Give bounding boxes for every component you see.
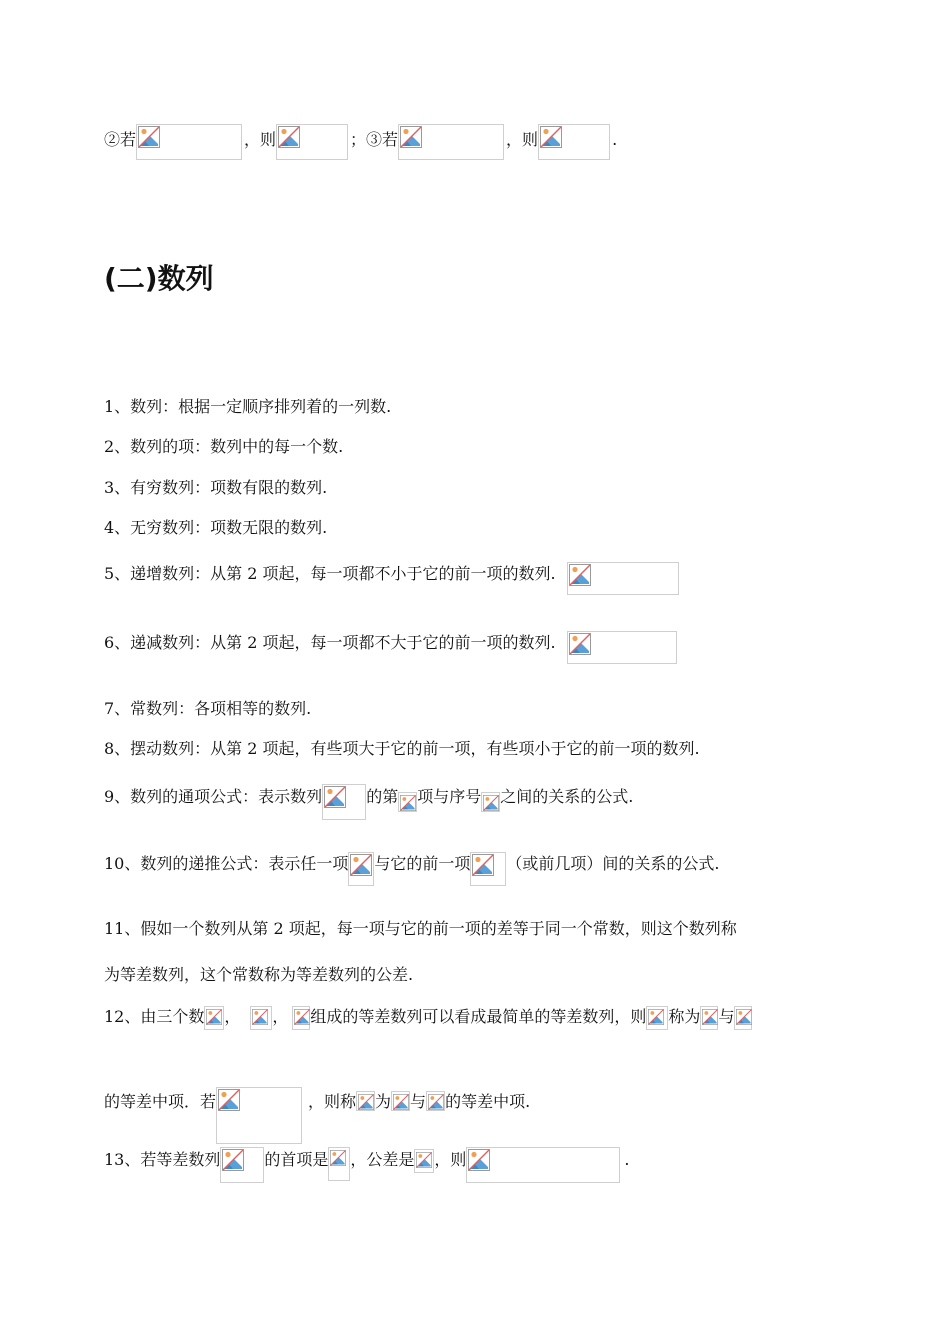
broken-image-icon [322, 784, 366, 820]
list-item: 5、递增数列：从第 2 项起，每一项都不小于它的前一项的数列. [104, 562, 679, 595]
broken-image-icon [204, 1006, 224, 1030]
broken-image-icon [398, 792, 417, 812]
broken-image-icon [481, 792, 500, 812]
broken-image-icon [567, 631, 677, 664]
broken-image-icon [538, 124, 610, 160]
list-item: 11、假如一个数列从第 2 项起，每一项与它的前一项的差等于同一个常数，则这个数列称 [104, 919, 737, 938]
broken-image-icon [356, 1091, 375, 1111]
list-item: 为等差数列，这个常数称为等差数列的公差. [104, 965, 414, 984]
list-item: 2、数列的项：数列中的每一个数. [104, 437, 344, 456]
list-item: 9、数列的通项公式：表示数列 的第 项与序号 之间的关系的公式. [104, 784, 633, 820]
list-item: 1、数列：根据一定顺序排列着的一列数. [104, 397, 392, 416]
broken-image-icon [414, 1149, 434, 1173]
broken-image-icon [734, 1006, 752, 1030]
broken-image-icon [391, 1091, 410, 1111]
broken-image-icon [398, 124, 504, 160]
list-item: 6、递减数列：从第 2 项起，每一项都不大于它的前一项的数列. [104, 631, 677, 664]
broken-image-icon [470, 852, 506, 886]
broken-image-icon [466, 1147, 620, 1183]
broken-image-icon [250, 1006, 272, 1030]
section-title: (二)数列 [104, 262, 214, 295]
list-item: 13、若等差数列 的首项是 ，公差是 ，则 . [104, 1147, 630, 1183]
broken-image-icon [567, 562, 679, 595]
broken-image-icon [348, 852, 374, 886]
broken-image-icon [220, 1147, 264, 1183]
broken-image-icon [292, 1006, 310, 1030]
broken-image-icon [276, 124, 348, 160]
broken-image-icon [426, 1091, 445, 1111]
list-item: 7、常数列：各项相等的数列. [104, 699, 312, 718]
list-item: 10、数列的递推公式：表示任一项 与它的前一项 （或前几项）间的关系的公式. [104, 852, 719, 886]
list-item: 8、摆动数列：从第 2 项起，有些项大于它的前一项，有些项小于它的前一项的数列. [104, 739, 700, 758]
list-item: 的等差中项．若 ，则称 为 与 的等差中项. [104, 1087, 530, 1144]
list-item: 4、无穷数列：项数无限的数列. [104, 518, 328, 537]
broken-image-icon [136, 124, 242, 160]
formula-line-top: ②若 ，则 ；③若 ，则 . [104, 124, 617, 160]
broken-image-icon [216, 1087, 302, 1144]
list-item: 3、有穷数列：项数有限的数列. [104, 478, 328, 497]
broken-image-icon [328, 1147, 350, 1181]
broken-image-icon [700, 1006, 718, 1030]
broken-image-icon [646, 1006, 668, 1030]
list-item: 12、由三个数 ， ， 组成的等差数列可以看成最简单的等差数列，则 称为 与 [104, 1006, 752, 1030]
